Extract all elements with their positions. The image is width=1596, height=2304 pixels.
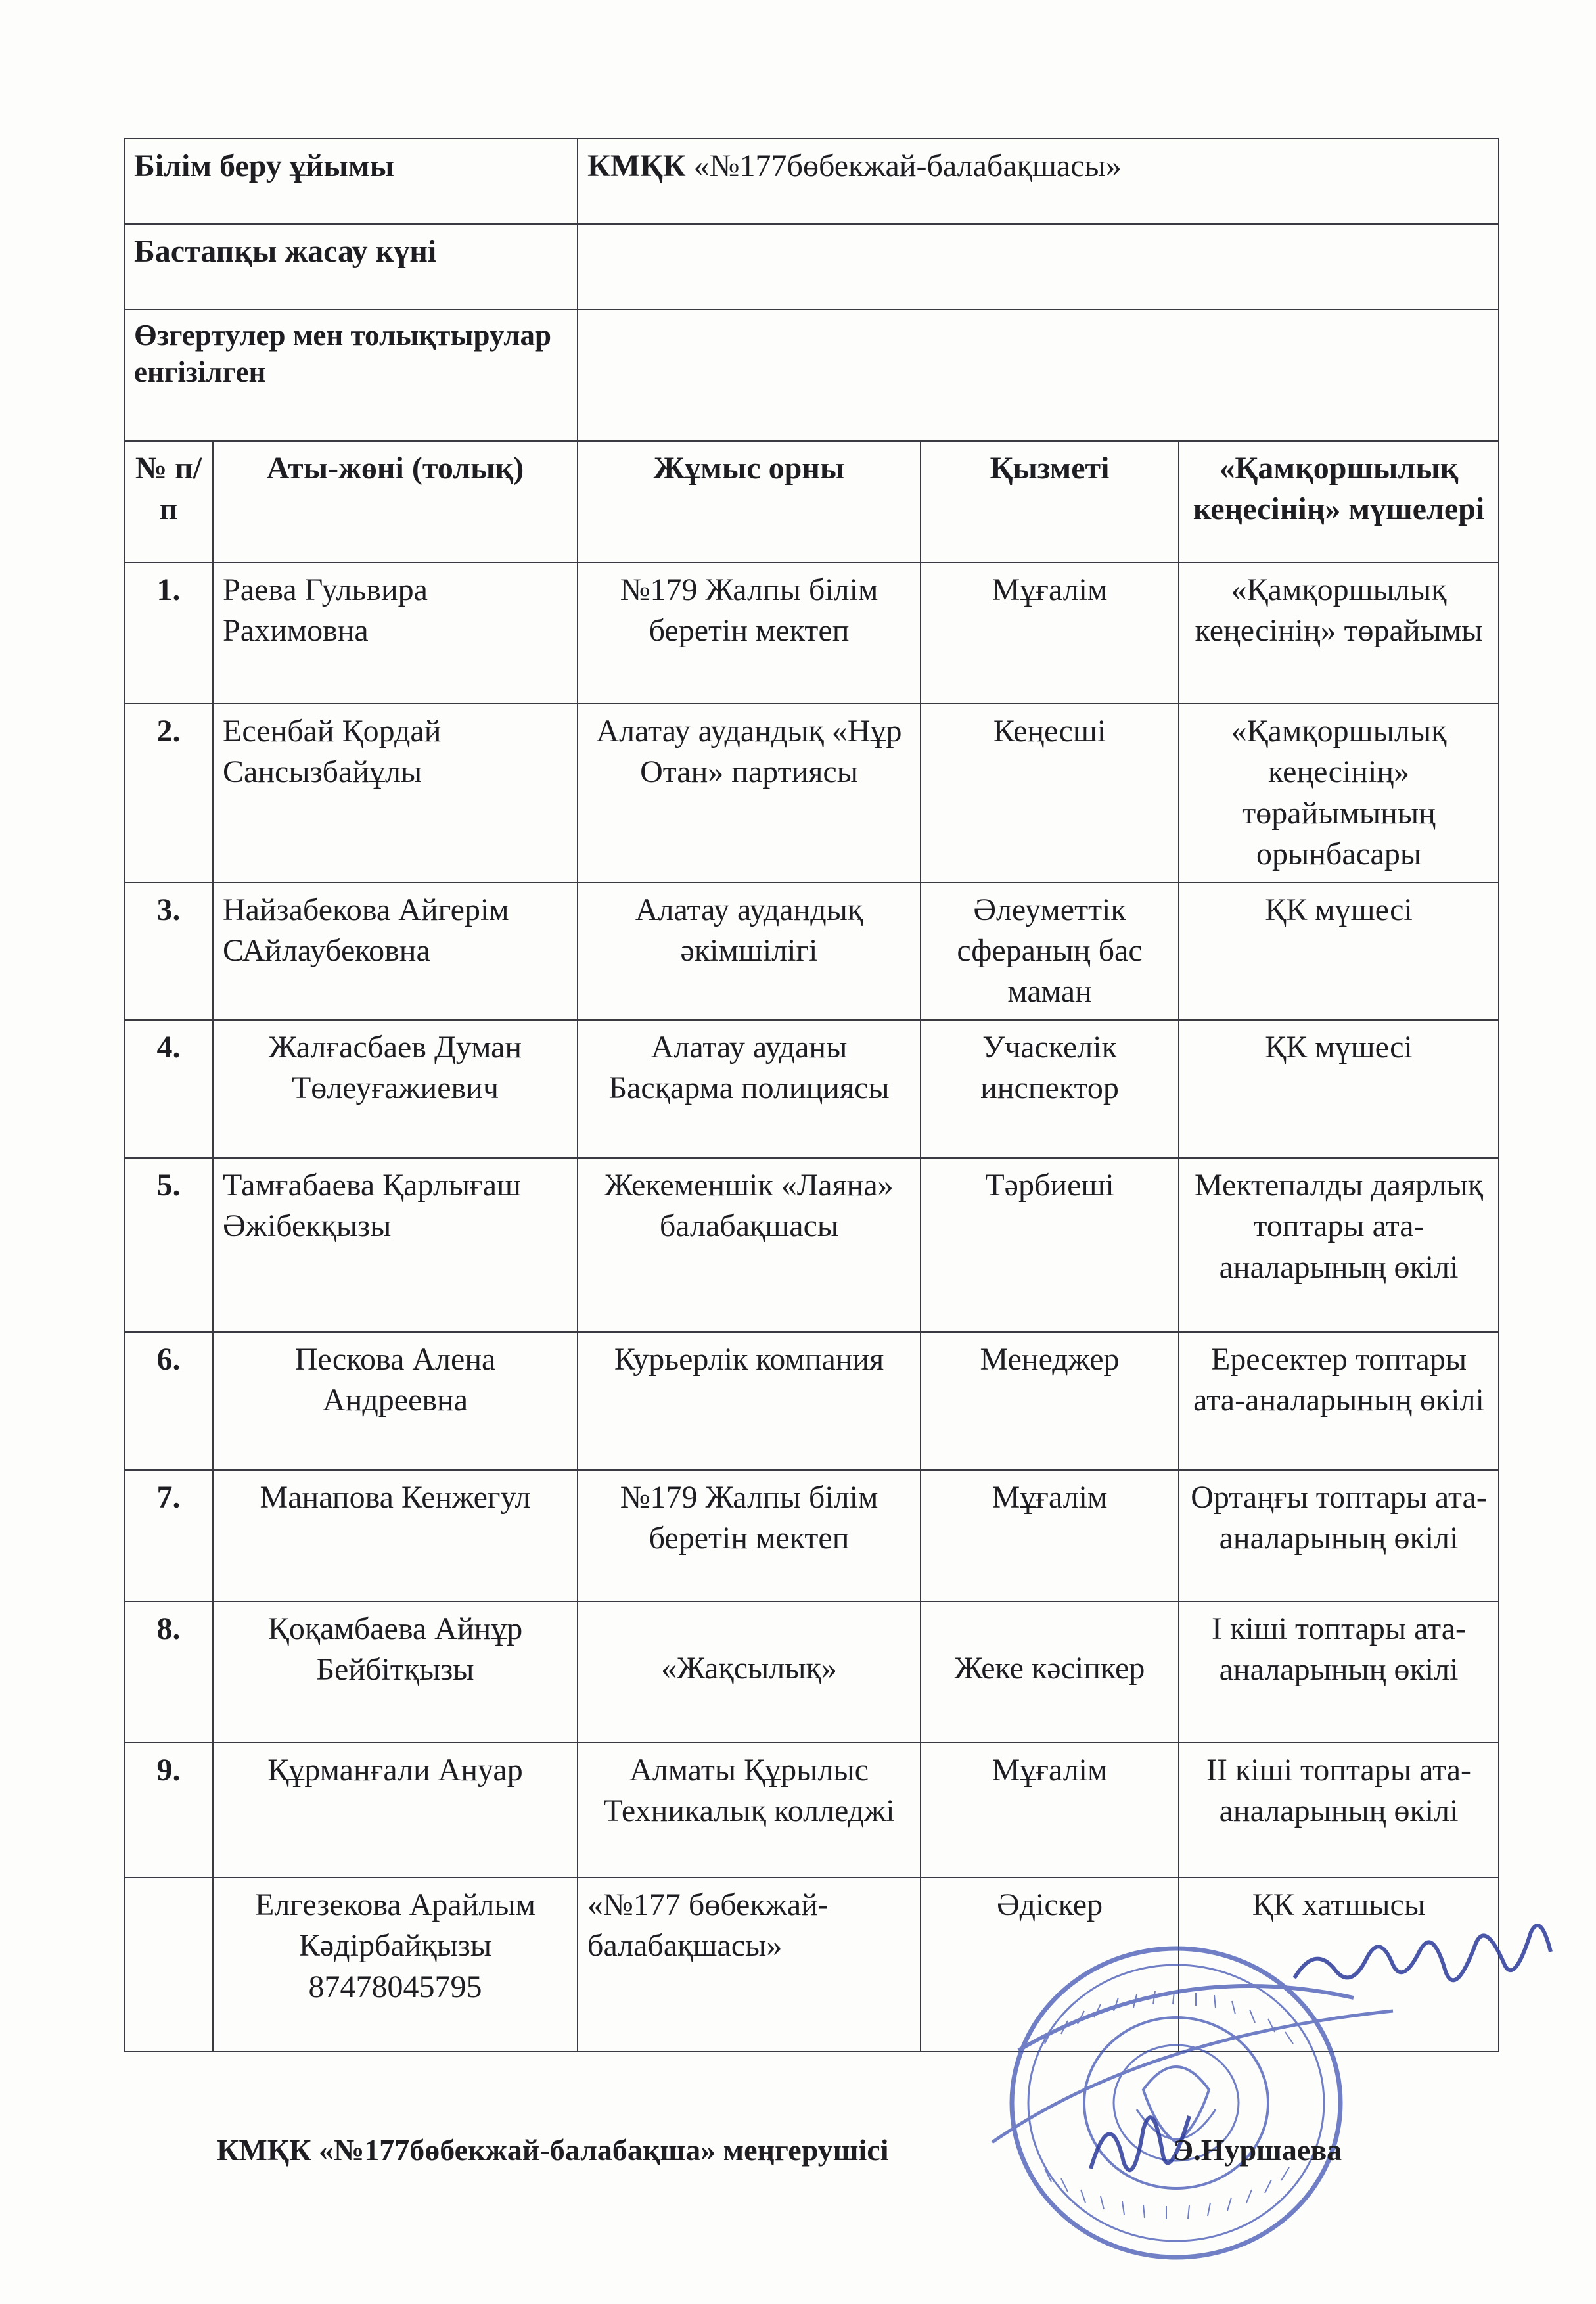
row-workplace: Алатау ауданы Басқарма полициясы	[578, 1020, 921, 1158]
row-position: Кеңесші	[921, 704, 1179, 883]
start-date-label: Бастапқы жасау күні	[124, 224, 578, 310]
row-name: Елгезекова Арайлым Кәдірбайқызы 87478045795	[213, 1878, 578, 2052]
row-position: Мұғалім	[921, 563, 1179, 704]
row-role: Ересектер топтары ата-аналарының өкілі	[1179, 1332, 1499, 1470]
changes-row	[124, 310, 1499, 441]
header-role: «Қамқоршылық кеңесінің» мүшелері	[1179, 441, 1499, 563]
header-name: Аты-жөні (толық)	[213, 441, 578, 563]
footer-signer: Э.Нуршаева	[1173, 2133, 1342, 2167]
row-role: Ортаңғы топтары ата-аналарының өкілі	[1179, 1470, 1499, 1601]
row-name: Тамғабаева Қарлығаш Әжібекқызы	[213, 1158, 578, 1332]
row-num: 5.	[124, 1158, 213, 1332]
table-row	[124, 1601, 1499, 1743]
start-date-value	[578, 224, 1499, 310]
row-name: Құрманғали Ануар	[213, 1743, 578, 1878]
row-position: Әдіскер	[921, 1878, 1179, 2052]
row-num: 1.	[124, 563, 213, 704]
council-table	[124, 138, 1499, 2052]
table-row	[124, 1020, 1499, 1158]
org-type: КМҚК	[587, 149, 686, 183]
row-num: 3.	[124, 883, 213, 1020]
row-workplace: «№177 бөбекжай-балабақшасы»	[578, 1878, 921, 2052]
table-row	[124, 1158, 1499, 1332]
row-position: Менеджер	[921, 1332, 1179, 1470]
table-row	[124, 563, 1499, 704]
org-value	[578, 139, 1499, 224]
row-num: 9.	[124, 1743, 213, 1878]
row-workplace: Жекеменшік «Лаяна» балабақшасы	[578, 1158, 921, 1332]
row-name: Раева Гульвира Рахимовна	[213, 563, 578, 704]
row-num: 4.	[124, 1020, 213, 1158]
org-row	[124, 139, 1499, 224]
start-date-row	[124, 224, 1499, 310]
header-workplace: Жұмыс орны	[578, 441, 921, 563]
row-role: І кіші топтары ата-аналарының өкілі	[1179, 1601, 1499, 1743]
row-num: 8.	[124, 1601, 213, 1743]
table-row	[124, 1470, 1499, 1601]
signature-icon	[1288, 1906, 1564, 2017]
table-row	[124, 1332, 1499, 1470]
header-position: Қызметі	[921, 441, 1179, 563]
row-workplace: №179 Жалпы білім беретін мектеп	[578, 563, 921, 704]
row-name: Манапова Кенжегул	[213, 1470, 578, 1601]
table-row	[124, 1743, 1499, 1878]
footer-title: КМҚК «№177бөбекжай-балабақша» меңгерушісі	[217, 2133, 889, 2167]
row-name: Есенбай Қордай Сансызбайұлы	[213, 704, 578, 883]
row-position: Тәрбиеші	[921, 1158, 1179, 1332]
header-num: № п/п	[124, 441, 213, 563]
row-num: 6.	[124, 1332, 213, 1470]
row-workplace: «Жақсылық»	[578, 1601, 921, 1743]
table-row	[124, 704, 1499, 883]
row-role: ҚК хатшысы	[1179, 1878, 1499, 2052]
row-position: Мұғалім	[921, 1470, 1179, 1601]
row-role: Мектепалды даярлық топтары ата-аналарының өкілі	[1179, 1158, 1499, 1332]
row-num	[124, 1878, 213, 2052]
row-num: 2.	[124, 704, 213, 883]
changes-value	[578, 310, 1499, 441]
row-workplace: Курьерлік компания	[578, 1332, 921, 1470]
row-workplace: Алатау аудандық әкімшілігі	[578, 883, 921, 1020]
row-workplace: Алматы Құрылыс Техникалық колледжі	[578, 1743, 921, 1878]
table-row	[124, 883, 1499, 1020]
row-name: Жалғасбаев Думан Төлеуғажиевич	[213, 1020, 578, 1158]
header-row	[124, 441, 1499, 563]
row-role: «Қамқоршылық кеңесінің» төрайымының орынбасары	[1179, 704, 1499, 883]
row-position: Учаскелік инспектор	[921, 1020, 1179, 1158]
row-name: Пескова Алена Андреевна	[213, 1332, 578, 1470]
row-position: Жеке кәсіпкер	[921, 1601, 1179, 1743]
row-role: ҚК мүшесі	[1179, 1020, 1499, 1158]
org-label: Білім беру ұйымы	[124, 139, 578, 224]
changes-label: Өзгертулер мен толықтырулар енгізілген	[124, 310, 578, 441]
row-position: Әлеуметтік сфераның бас маман	[921, 883, 1179, 1020]
row-name: Найзабекова Айгерім САйлаубековна	[213, 883, 578, 1020]
footer-signature-line	[217, 2132, 1342, 2167]
row-position: Мұғалім	[921, 1743, 1179, 1878]
row-workplace: Алатау аудандық «Нұр Отан» партиясы	[578, 704, 921, 883]
row-role: ІІ кіші топтары ата-аналарының өкілі	[1179, 1743, 1499, 1878]
row-name: Қоқамбаева Айнұр Бейбітқызы	[213, 1601, 578, 1743]
org-name: «№177бөбекжай-балабақшасы»	[685, 149, 1122, 183]
row-num: 7.	[124, 1470, 213, 1601]
row-role: «Қамқоршылық кеңесінің» төрайымы	[1179, 563, 1499, 704]
row-role: ҚК мүшесі	[1179, 883, 1499, 1020]
row-workplace: №179 Жалпы білім беретін мектеп	[578, 1470, 921, 1601]
